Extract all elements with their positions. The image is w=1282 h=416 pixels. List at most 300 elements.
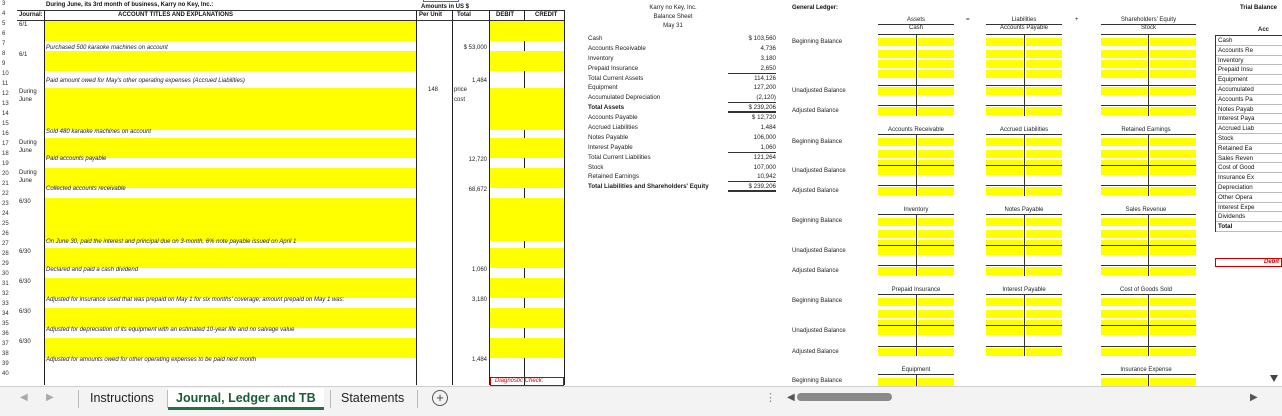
account-interest-payable: Interest Payable [1002,287,1046,293]
ledger-credit-input[interactable] [1150,298,1196,306]
bs-value: 10,942 [728,172,776,182]
ledger-debit-input[interactable] [1101,70,1147,78]
tb-account: Accrued Liab [1216,124,1282,134]
ledger-credit-input[interactable] [918,87,954,95]
t-account-total-line [1101,165,1196,166]
bs-value: 127,200 [753,84,776,92]
bs-label: Equipment [588,84,618,92]
row-number: 21 [2,181,9,187]
entry-description: Paid amount owed for May's other operating expenses (Accrued Liabilities) [46,78,245,84]
bs-value: (2,120) [728,93,776,103]
entry-per-unit: 148 [428,87,439,93]
ledger-debit-input[interactable] [986,138,1023,146]
ledger-credit-input[interactable] [1150,60,1196,68]
ledger-credit-input[interactable] [1026,230,1062,238]
entry-description: Collected accounts receivable [46,186,126,192]
t-account-total-line [986,105,1062,106]
beginning-balance-label: Beginning Balance [792,378,843,384]
tab-instructions[interactable]: Instructions [90,391,154,405]
entry-amount-input[interactable] [490,198,564,241]
entry-input[interactable] [45,21,416,41]
entry-description: Adjusted for amounts owed for other operating expenses to be paid next month [46,357,257,363]
ledger-debit-input[interactable] [878,218,915,226]
ledger-credit-input[interactable] [1150,378,1196,386]
t-account-divider [1148,34,1149,116]
ledger-debit-input[interactable] [1101,378,1147,386]
account-notes-payable: Notes Payable [1004,207,1044,213]
amounts-header: Amounts in US $ [421,4,470,10]
tb-account: Total [1216,222,1282,232]
entry-amount-input[interactable] [490,51,564,71]
t-account-total-line [878,346,954,347]
ledger-credit-input[interactable] [918,348,954,356]
row-number: 14 [2,111,9,117]
t-account-total-line [1101,325,1196,326]
t-account-total-line [1101,85,1196,86]
row-number: 17 [2,141,9,147]
ledger-debit-input[interactable] [986,107,1023,115]
ledger-debit-input[interactable] [986,167,1023,175]
ledger-credit-input[interactable] [918,187,954,195]
ledger-debit-input[interactable] [1101,247,1147,255]
bs-value: 121,264 [753,153,776,161]
row-number: 10 [2,71,9,77]
row-number: 12 [2,91,9,97]
ledger-debit-input[interactable] [878,150,915,158]
bs-value: 107,000 [753,163,776,171]
bs-value: $ 12,720 [751,114,776,122]
ledger-credit-input[interactable] [1026,138,1062,146]
bs-value: 4,736 [760,44,776,52]
ledger-credit-input[interactable] [918,107,954,115]
journal-title: During June, its 3rd month of business, Karry no Key, Inc.: [46,2,214,8]
t-account-total-line [878,105,954,106]
row-number: 37 [2,341,9,347]
ledger-debit-input[interactable] [1101,107,1147,115]
ledger-debit-input[interactable] [878,348,915,356]
entry-date: June [19,148,33,154]
t-account-divider [1024,34,1025,116]
entry-amount-input[interactable] [490,338,564,358]
entry-description: On June 30, paid the interest and principal due on 3-month, 6% note payable issued on April 1 [46,239,297,245]
equation-equals: = [966,17,970,23]
journal-label: Journal: [19,12,43,18]
entry-price-label: price [454,87,468,93]
entry-description: Sold 480 karaoke machines on account [46,129,152,135]
t-account-total-line [878,85,954,86]
ledger-debit-input[interactable] [878,60,915,68]
t-account-divider [916,374,917,386]
bs-label: Accounts Receivable [588,44,646,52]
row-number: 39 [2,361,9,367]
entry-input[interactable] [45,88,416,130]
ledger-credit-input[interactable] [1150,138,1196,146]
entry-total: $ 53,000 [463,45,487,51]
total-header: Total [457,12,471,18]
scroll-down-icon[interactable] [1270,375,1278,382]
ledger-debit-input[interactable] [1101,187,1147,195]
ledger-credit-input[interactable] [918,60,954,68]
ledger-credit-input[interactable] [918,70,954,78]
unadjusted-balance-label: Unadjusted Balance [792,328,846,334]
ledger-debit-input[interactable] [1101,87,1147,95]
row-number: 28 [2,251,9,257]
tab-statements[interactable]: Statements [341,391,405,405]
ledger-credit-input[interactable] [1026,187,1062,195]
ledger-debit-input[interactable] [1101,60,1147,68]
entry-date: 6/30 [19,309,31,315]
entry-input[interactable] [45,198,416,241]
bs-value: $ 239,206 [728,103,776,113]
add-sheet-icon[interactable]: + [432,390,448,406]
entry-total: 12,720 [468,157,487,163]
tb-account: Inventory [1216,56,1282,66]
entry-input[interactable] [45,248,416,268]
t-account-total-line [986,165,1062,166]
ledger-debit-input[interactable] [1101,348,1147,356]
row-number: 36 [2,331,9,337]
ledger-credit-input[interactable] [1026,50,1062,58]
tb-accounts [1215,35,1282,232]
ledger-credit-input[interactable] [1026,167,1062,175]
ledger-debit-input[interactable] [986,327,1023,335]
ledger-credit-input[interactable] [1150,310,1196,318]
ledger-credit-input[interactable] [1026,327,1062,335]
row-number: 31 [2,281,9,287]
t-account-total-line [1101,185,1196,186]
ledger-debit-input[interactable] [1101,167,1147,175]
t-account-total-line [878,265,954,266]
t-account-total-line [986,245,1062,246]
ledger-debit-input[interactable] [1101,230,1147,238]
ledger-credit-input[interactable] [1150,348,1196,356]
entry-cost-label: cost [454,97,466,103]
entry-total: 3,180 [471,297,487,303]
ledger-credit-input[interactable] [918,247,954,255]
per-unit-header: Per Unit [419,12,443,18]
tb-account: Stock [1216,134,1282,144]
ledger-credit-input[interactable] [1026,60,1062,68]
tb-account: Sales Reven [1216,154,1282,164]
ledger-debit-input[interactable] [986,87,1023,95]
ledger-debit-input[interactable] [878,167,915,175]
entry-total: 1,484 [471,78,487,84]
tab-next-icon[interactable]: ▶ [46,392,54,403]
entry-input[interactable] [45,338,416,358]
bs-date: May 31 [663,23,683,29]
t-account-total-line [986,346,1062,347]
t-account-total-line [986,265,1062,266]
ledger-debit-input[interactable] [1101,327,1147,335]
entry-total: 68,672 [468,187,487,193]
selected-cell[interactable] [423,0,459,2]
ledger-debit-input[interactable] [986,298,1023,306]
row-number: 5 [2,21,6,27]
entry-amount-input[interactable] [490,248,564,268]
account-cost-of-goods-sold: Cost of Goods Sold [1119,287,1173,293]
ledger-credit-input[interactable] [1026,38,1062,46]
diagnostic-check: Diagnostic Check: [490,377,564,386]
account-equipment: Equipment [901,367,931,373]
bs-value: 1,484 [760,124,776,132]
account-accrued-liabilities: Accrued Liabilities [999,127,1049,133]
row-number: 4 [2,11,6,17]
ledger-credit-input[interactable] [918,310,954,318]
ledger-credit-input[interactable] [1150,150,1196,158]
entry-amount-input[interactable] [490,168,564,188]
bs-value: $ 103,560 [748,35,776,42]
ledger-credit-input[interactable] [1026,218,1062,226]
ledger-credit-input[interactable] [918,50,954,58]
bs-value: 2,650 [728,64,776,74]
account-retained-earnings: Retained Earnings [1121,127,1171,133]
bs-label: Accumulated Depreciation [588,94,661,102]
tb-acc-header: Acc [1258,27,1270,33]
entry-amount-input[interactable] [490,88,564,130]
beginning-balance-label: Beginning Balance [792,218,843,224]
ledger-credit-input[interactable] [1150,187,1196,195]
tb-account: Interest Expe [1216,203,1282,213]
ledger-credit-input[interactable] [1026,247,1062,255]
row-number: 7 [2,41,6,47]
ledger-credit-input[interactable] [1026,267,1062,275]
entry-date: 6/1 [19,22,28,28]
ledger-debit-input[interactable] [878,138,915,146]
row-number: 19 [2,161,9,167]
entry-description: Adjusted for depreciation of its equipment with an estimated 10-year life and no salvage value [46,327,295,333]
ledger-debit-input[interactable] [986,50,1023,58]
ledger-credit-input[interactable] [1150,167,1196,175]
tb-account: Accumulated [1216,85,1282,95]
row-number: 8 [2,51,6,57]
ledger-debit-input[interactable] [986,267,1023,275]
bs-label: Retained Earnings [588,173,639,181]
ledger-debit-input[interactable] [878,298,915,306]
ledger-credit-input[interactable] [1150,70,1196,78]
row-number: 34 [2,311,9,317]
equation-plus: + [1075,17,1079,23]
ledger-title: General Ledger: [792,5,839,11]
bs-title: Balance Sheet [653,14,693,20]
entry-date: 6/30 [19,199,31,205]
ledger-credit-input[interactable] [1026,150,1062,158]
tb-debit-check: Debit [1215,258,1282,267]
ledger-debit-input[interactable] [986,230,1023,238]
beginning-balance-label: Beginning Balance [792,39,843,45]
ledger-credit-input[interactable] [918,38,954,46]
split-handle-icon[interactable]: ⋮ [765,392,776,404]
ledger-debit-input[interactable] [986,247,1023,255]
tb-account: Prepaid Insu [1216,65,1282,75]
ledger-credit-input[interactable] [918,138,954,146]
row-number: 26 [2,231,9,237]
account-accounts-payable: Accounts Payable [999,25,1049,31]
ledger-credit-input[interactable] [918,218,954,226]
ledger-credit-input[interactable] [918,230,954,238]
ledger-credit-input[interactable] [918,267,954,275]
row-number: 38 [2,351,9,357]
bs-label: Stock [588,163,604,171]
bs-label: Prepaid Insurance [588,64,639,72]
ledger-debit-input[interactable] [986,310,1023,318]
ledger-credit-input[interactable] [1150,38,1196,46]
ledger-debit-input[interactable] [1101,298,1147,306]
ledger-debit-input[interactable] [878,50,915,58]
ledger-debit-input[interactable] [878,247,915,255]
ledger-credit-input[interactable] [1150,327,1196,335]
ledger-debit-input[interactable] [1101,50,1147,58]
ledger-debit-input[interactable] [1101,218,1147,226]
bs-label: Total Current Liabilities [588,153,651,161]
row-number: 32 [2,291,9,297]
tb-account: Depreciation [1216,183,1282,193]
ledger-debit-input[interactable] [878,107,915,115]
ledger-credit-input[interactable] [1150,87,1196,95]
unadjusted-balance-label: Unadjusted Balance [792,168,846,174]
entry-date: During [19,89,37,95]
ledger-debit-input[interactable] [878,310,915,318]
ledger-debit-input[interactable] [1101,267,1147,275]
tab-journal-ledger-tb[interactable]: Journal, Ledger and TB [168,388,324,410]
account-sales-revenue: Sales Revenue [1125,207,1167,213]
entry-input[interactable] [45,308,416,328]
entry-input[interactable] [45,51,416,71]
bs-value: 114,126 [754,74,776,82]
row-number: 40 [2,371,9,377]
ledger-debit-input[interactable] [986,187,1023,195]
entry-amount-input[interactable] [490,308,564,328]
t-account-total-line [878,165,954,166]
ledger-credit-input[interactable] [1026,310,1062,318]
entry-amount-input[interactable] [490,21,564,41]
entry-amount-input[interactable] [490,138,564,158]
ledger-credit-input[interactable] [1026,348,1062,356]
ledger-debit-input[interactable] [986,150,1023,158]
ledger-debit-input[interactable] [878,87,915,95]
ledger-credit-input[interactable] [1150,247,1196,255]
row-number: 23 [2,201,9,207]
debit-header: DEBIT [496,12,514,18]
entry-description: Paid accounts payable [46,156,107,162]
bs-label: Total Current Assets [588,74,644,82]
t-account-total-line [878,245,954,246]
ledger-credit-input[interactable] [1150,218,1196,226]
t-account-total-line [1101,105,1196,106]
ledger-debit-input[interactable] [878,267,915,275]
account-prepaid-insurance: Prepaid Insurance [891,287,941,293]
ledger-credit-input[interactable] [918,150,954,158]
entry-description: Adjusted for insurance used that was prepaid on May 1 for six months' coverage; amount prepaid on May 1 was: [46,297,345,303]
ledger-credit-input[interactable] [1150,50,1196,58]
account-accounts-receivable: Accounts Receivable [887,127,945,133]
entry-date: During [19,170,37,176]
ledger-debit-input[interactable] [1101,310,1147,318]
ledger-debit-input[interactable] [1101,138,1147,146]
ledger-credit-input[interactable] [1150,267,1196,275]
ledger-credit-input[interactable] [1150,230,1196,238]
row-number: 22 [2,191,9,197]
entry-input[interactable] [45,278,416,298]
adjusted-balance-label: Adjusted Balance [792,349,839,355]
ledger-credit-input[interactable] [918,378,954,386]
entry-total: 1,484 [471,357,487,363]
t-account-total-line [878,185,954,186]
ledger-debit-input[interactable] [878,230,915,238]
ledger-credit-input[interactable] [1026,70,1062,78]
tb-title: Trial Balance [1240,5,1278,11]
bs-label: Accrued Liabilities [588,124,638,132]
ledger-credit-input[interactable] [918,167,954,175]
ledger-credit-input[interactable] [1026,107,1062,115]
entry-date: June [19,97,33,103]
row-number: 30 [2,271,9,277]
ledger-debit-input[interactable] [878,327,915,335]
unadjusted-balance-label: Unadjusted Balance [792,88,846,94]
ledger-debit-input[interactable] [1101,38,1147,46]
ledger-credit-input[interactable] [1026,298,1062,306]
entry-amount-input[interactable] [490,278,564,298]
ledger-debit-input[interactable] [878,187,915,195]
ledger-credit-input[interactable] [1026,87,1062,95]
beginning-balance-label: Beginning Balance [792,139,843,145]
ledger-credit-input[interactable] [918,298,954,306]
entry-input[interactable] [45,168,416,188]
ledger-debit-input[interactable] [878,70,915,78]
bs-value: 3,180 [760,54,776,62]
ledger-debit-input[interactable] [1101,150,1147,158]
tb-account: Other Opera [1216,193,1282,203]
row-number: 11 [2,81,9,87]
account-insurance-expense: Insurance Expense [1120,367,1172,373]
row-number: 25 [2,221,9,227]
adjusted-balance-label: Adjusted Balance [792,188,839,194]
entry-date: June [19,178,33,184]
ledger-credit-input[interactable] [1150,107,1196,115]
bs-values [728,34,776,192]
row-number: 27 [2,241,9,247]
ledger-debit-input[interactable] [986,38,1023,46]
row-number: 33 [2,301,9,307]
credit-header: CREDIT [535,12,558,18]
tb-account: Cash [1216,36,1282,46]
entry-description: Purchased 500 karaoke machines on account [46,45,168,51]
entry-input[interactable] [45,138,416,158]
row-number: 24 [2,211,9,217]
hscroll-left-icon[interactable]: ◀ [787,392,795,403]
adjusted-balance-label: Adjusted Balance [792,268,839,274]
ledger-debit-input[interactable] [878,378,915,386]
t-account-total-line [986,85,1062,86]
tb-account: Insurance Ex [1216,173,1282,183]
ledger-debit-input[interactable] [986,348,1023,356]
t-account-total-line [1101,245,1196,246]
tb-account: Dividends [1216,212,1282,222]
ledger-debit-input[interactable] [986,60,1023,68]
ledger-debit-input[interactable] [986,70,1023,78]
account-inventory: Inventory [903,207,929,213]
bs-label: Total Liabilities and Shareholders' Equity [588,183,709,191]
row-number: 29 [2,261,9,267]
tab-prev-icon[interactable]: ◀ [20,392,28,403]
ledger-debit-input[interactable] [878,38,915,46]
equation-assets: Assets [906,17,925,23]
hscroll-right-icon[interactable]: ▶ [1250,392,1258,403]
ledger-debit-input[interactable] [986,218,1023,226]
unadjusted-balance-label: Unadjusted Balance [792,248,846,254]
ledger-credit-input[interactable] [918,327,954,335]
entry-description: Declared and paid a cash dividend [46,267,139,273]
hscroll-thumb[interactable] [797,393,892,401]
